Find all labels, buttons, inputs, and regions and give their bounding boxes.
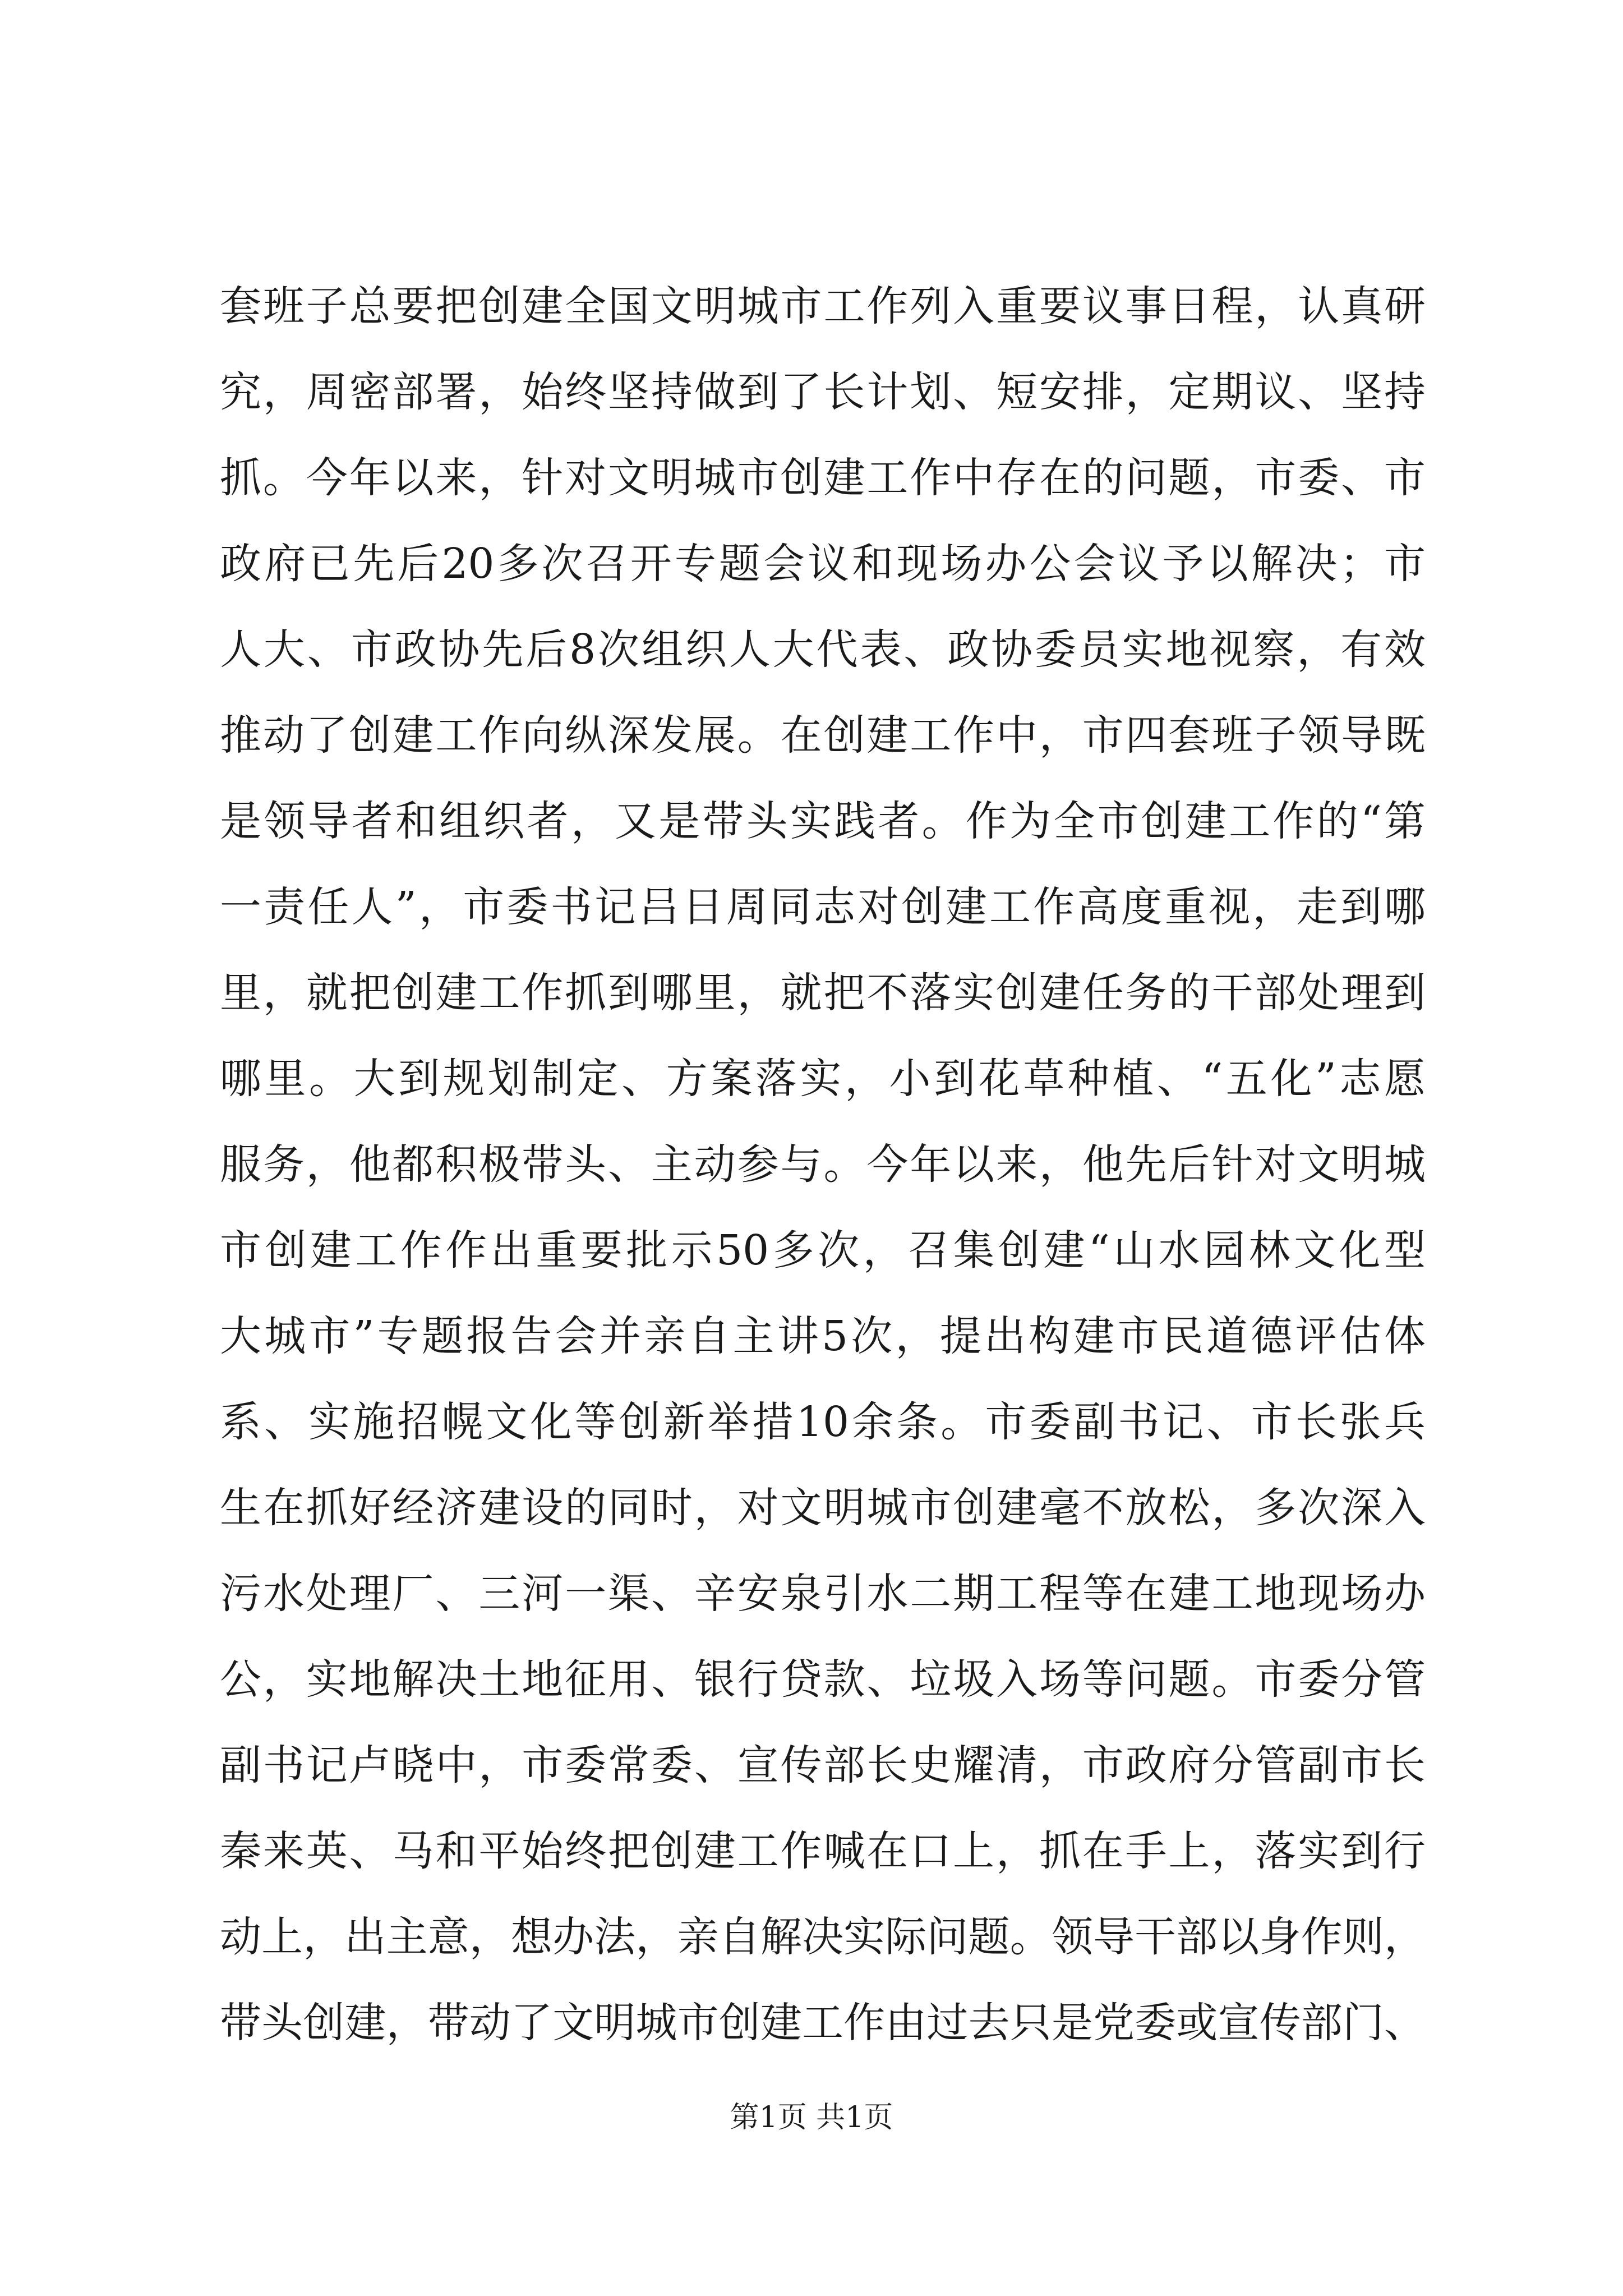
text-line: 秦来英、马和平始终把创建工作喊在口上，抓在手上，落实到行	[220, 1827, 1426, 1875]
text-line: 市创建工作作出重要批示50多次，召集创建“山水园林文化型	[220, 1226, 1426, 1274]
text-line: 带头创建，带动了文明城市创建工作由过去只是党委或宣传部门、	[220, 1999, 1426, 2047]
page-number: 第1页 共1页	[730, 2101, 893, 2134]
text-line: 推动了创建工作向纵深发展。在创建工作中，市四套班子领导既	[220, 711, 1426, 760]
text-line: 服务，他都积极带头、主动参与。今年以来，他先后针对文明城	[220, 1140, 1426, 1189]
text-line: 动上，出主意，想办法，亲自解决实际问题。领导干部以身作则，	[220, 1913, 1426, 1961]
text-line: 一责任人”，市委书记吕日周同志对创建工作高度重视，走到哪	[220, 883, 1426, 931]
text-line: 大城市”专题报告会并亲自主讲5次，提出构建市民道德评估体	[220, 1312, 1426, 1360]
text-line: 系、实施招幌文化等创新举措10余条。市委副书记、市长张兵	[220, 1398, 1426, 1446]
text-line: 政府已先后20多次召开专题会议和现场办公会议予以解决；市	[220, 540, 1426, 588]
text-line: 副书记卢晓中，市委常委、宣传部长史耀清，市政府分管副市长	[220, 1741, 1426, 1789]
text-line: 公，实地解决土地征用、银行贷款、垃圾入场等问题。市委分管	[220, 1655, 1426, 1704]
text-line: 人大、市政协先后8次组织人大代表、政协委员实地视察，有效	[220, 625, 1426, 674]
body-paragraph	[220, 264, 1426, 2066]
text-line: 是领导者和组织者，又是带头实践者。作为全市创建工作的“第	[220, 797, 1426, 845]
text-line: 抓。今年以来，针对文明城市创建工作中存在的问题，市委、市	[220, 454, 1426, 502]
text-line: 究，周密部署，始终坚持做到了长计划、短安排，定期议、坚持	[220, 368, 1426, 416]
text-line: 里，就把创建工作抓到哪里，就把不落实创建任务的干部处理到	[220, 969, 1426, 1017]
text-line: 污水处理厂、三河一渠、辛安泉引水二期工程等在建工地现场办	[220, 1570, 1426, 1618]
text-line: 生在抓好经济建设的同时，对文明城市创建毫不放松，多次深入	[220, 1484, 1426, 1532]
text-line: 哪里。大到规划制定、方案落实，小到花草种植、“五化”志愿	[220, 1055, 1426, 1103]
page-footer	[0, 2098, 1623, 2137]
text-line: 套班子总要把创建全国文明城市工作列入重要议事日程，认真研	[220, 282, 1426, 330]
